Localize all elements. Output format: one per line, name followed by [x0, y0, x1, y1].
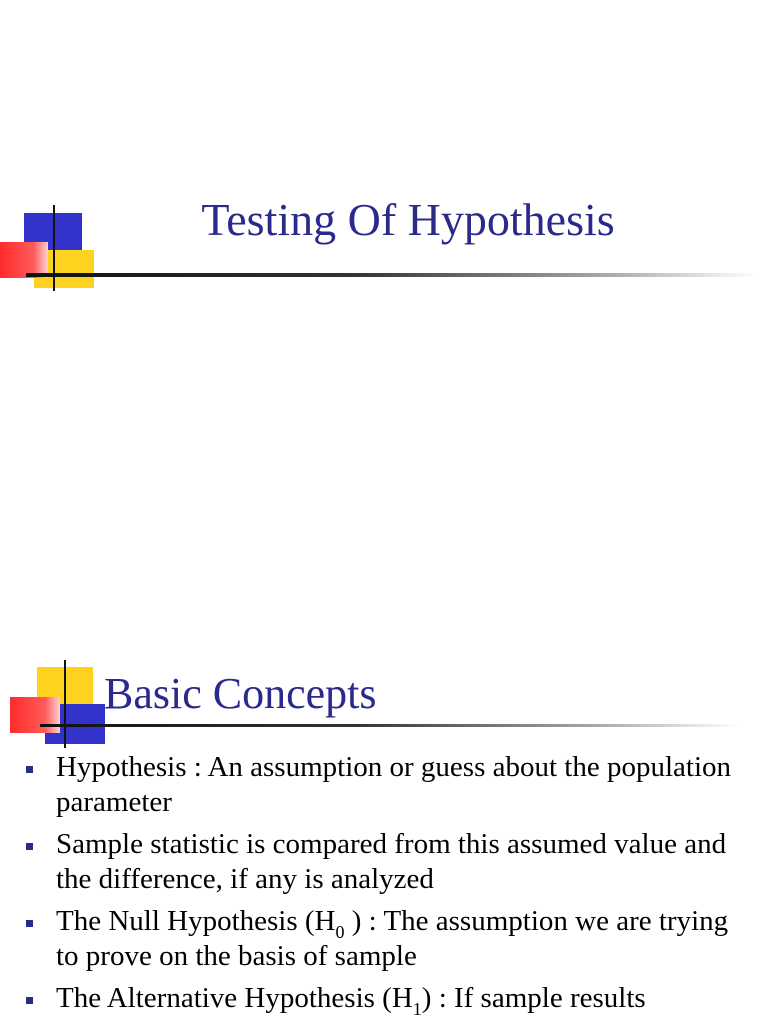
bullet-square-icon — [26, 997, 33, 1004]
bullet-text: The Alternative Hypothesis (H — [56, 982, 413, 1014]
bullet-text-continued: ) : If sample results — [421, 982, 646, 1014]
bullet-list — [0, 750, 768, 1023]
bullet-square-icon — [26, 920, 33, 927]
title-underline — [40, 724, 740, 727]
bullet-text: The Null Hypothesis (H — [56, 905, 336, 937]
vertical-line-decoration — [64, 660, 66, 748]
list-item — [0, 750, 768, 820]
bullet-text-continued: ) : The assumption we are trying to prove on the basis of sample — [56, 905, 729, 972]
bullet-text: Sample statistic is compared from this assumed value and the difference, if any is analyzed — [56, 828, 727, 895]
red-square-decoration — [10, 697, 60, 733]
subscript: 0 — [335, 922, 345, 942]
list-item — [0, 827, 768, 897]
content-slide — [0, 640, 768, 1024]
title-underline — [26, 273, 756, 277]
slide-title: Basic Concepts — [104, 669, 377, 718]
subscript: 1 — [412, 999, 422, 1019]
bullet-text: Hypothesis : An assumption or guess about the population parameter — [56, 751, 732, 818]
list-item — [0, 904, 768, 974]
bullet-square-icon — [26, 766, 33, 773]
bullet-square-icon — [26, 843, 33, 850]
list-item — [0, 981, 768, 1019]
slide-title: Testing Of Hypothesis — [201, 194, 615, 245]
